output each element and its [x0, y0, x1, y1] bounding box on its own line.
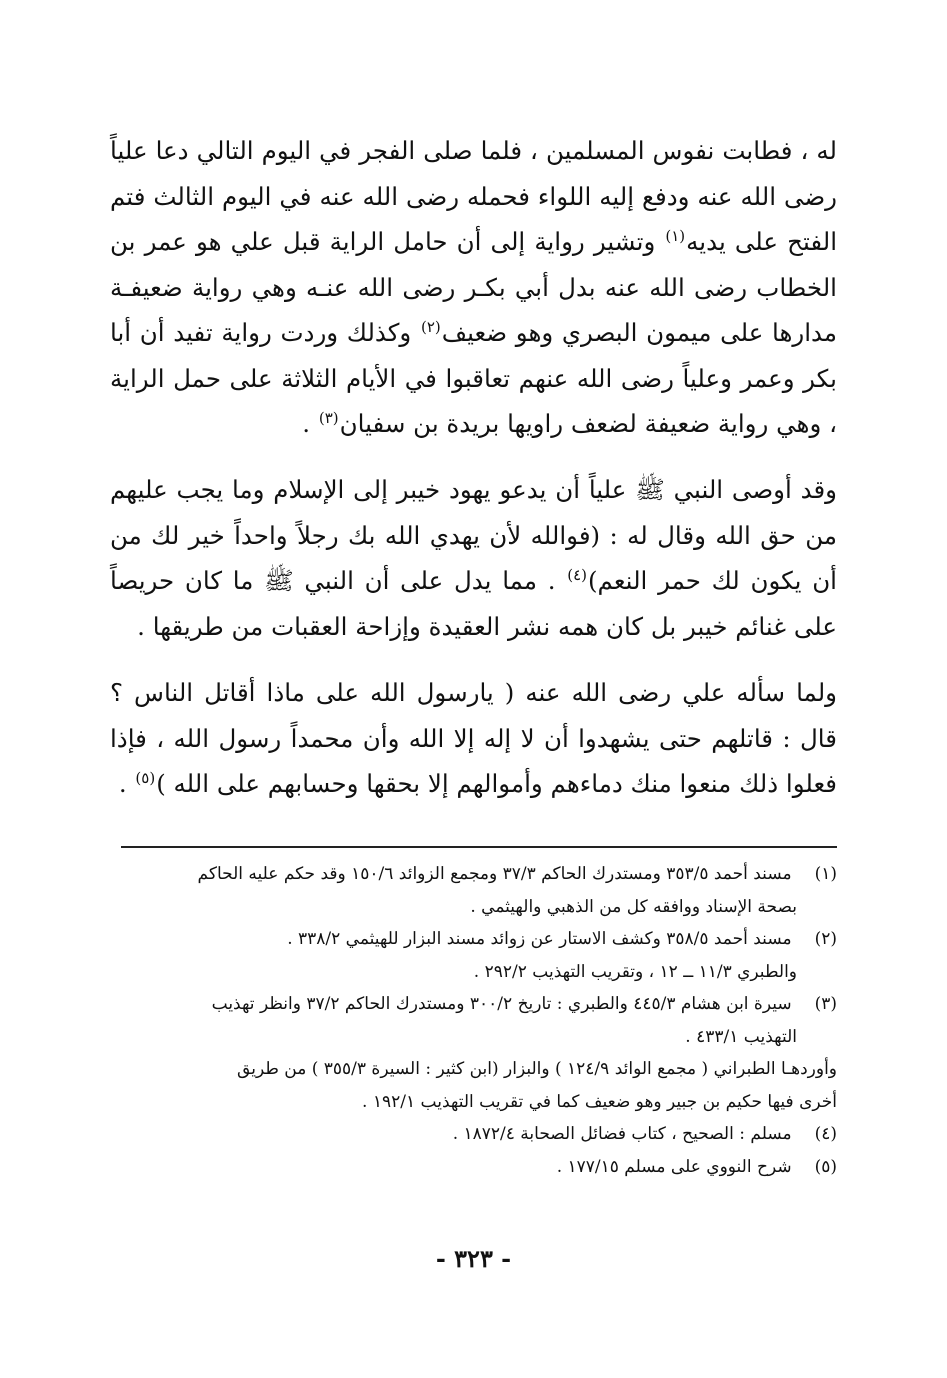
footnote-text: سيرة ابن هشام ٤٤٥/٣ والطبري : تاريخ ٣٠٠/٢ ومستدرك الحاكم ٣٧/٢ وانظر تهذيب: [211, 994, 792, 1014]
text-run: .: [118, 769, 135, 798]
footnote-line: [110, 858, 837, 891]
footnote-text: مسند أحمد ٣٥٣/٥ ومستدرك الحاكم ٣٧/٣ ومجمع الزوائد ١٥٠/٦ وقد حكم عليه الحاكم: [197, 864, 792, 884]
footnotes-section: [110, 858, 837, 1183]
footnote-number: (٣): [814, 994, 837, 1014]
footnote-line: [110, 1053, 837, 1086]
body-paragraph-1: [110, 128, 837, 447]
footnote-text: مسلم : الصحيح ، كتاب فضائل الصحابة ١٨٧٢/٤ .: [452, 1124, 792, 1144]
text-run: . مما يدل على أن النبي ﷺ ما كان حريصاً على غنائم خيبر بل كان همه نشر العقيدة وإزاحة العقبات من طريقها .: [110, 566, 837, 641]
paragraph-text: [110, 670, 837, 807]
footnote-line: [110, 988, 837, 1021]
footnote-number: (٢): [814, 929, 837, 949]
body-paragraph-2: [110, 467, 837, 649]
footnote-text: مسند أحمد ٣٥٨/٥ وكشف الاستار عن زوائد مسند البزار للهيثمي ٣٣٨/٢ .: [287, 929, 792, 949]
footnote-ref-4[interactable]: (٤): [567, 565, 587, 584]
footnote-ref-3[interactable]: (٣): [318, 408, 339, 427]
text-run: وكذلك وردت رواية تفيد أن أبا بكر وعمر وعلياً رضى الله عنهم تعاقبوا في الأيام الثلاثة على حمل الراية ، وهي رواية ضعيفة لضعف راويها بريدة بن سفيان: [110, 318, 837, 438]
footnote-text: والطبري ١١/٣ ــ ١٢ ، وتقريب التهذيب ٢٩٢/٢ .: [473, 961, 797, 982]
text-run: ولما سأله علي رضى الله عنه ( يارسول الله على ماذا أقاتل الناس ؟ قال : قاتلهم حتى يشهدوا أن لا إله إلا الله وأن محمداً رسول الله ، فإذا فعلوا ذلك منعوا منك دماءهم وأموالهم إلا بحقها وحسابهم على الله ): [110, 678, 837, 798]
text-run: وقد أوصى النبي ﷺ علياً أن يدعو يهود خيبر إلى الإسلام وما يجب عليهم من حق الله وقال له : (فوالله لأن يهدي الله بك رجلاً واحداً خير لك من أن يكون لك حمر النعم): [110, 475, 837, 595]
footnote-ref-1[interactable]: (١): [665, 226, 686, 245]
paragraph-text: [110, 128, 837, 447]
footnote-number: (١): [814, 864, 837, 884]
paragraph-text: [110, 467, 837, 649]
footnote-line: [110, 923, 837, 956]
footnote-text: وأوردهـا الطبراني ( مجمع الوائد ١٢٤/٩ ) والبزار (ابن كثير : السيرة ٣٥٥/٣ ) من طريق: [237, 1059, 837, 1079]
footnote-text: شرح النووي على مسلم ١٧٧/١٥ .: [556, 1156, 792, 1177]
footnote-line: [110, 956, 837, 989]
text-run: وتشير رواية إلى أن حامل الراية قبل علي هو عمر بن الخطاب رضى الله عنه بدل أبي بكـر رضى الله عنـه وهي رواية ضعيفـة مدارها على ميمون البصري وهو ضعيف: [110, 227, 837, 347]
page-number: - ٣٢٣ -: [435, 1244, 512, 1273]
footnote-number: (٤): [814, 1124, 837, 1144]
footnote-text: بصحة الإسناد ووافقه كل من الذهبي والهيثمي .: [470, 896, 797, 917]
footnote-text: أخرى فيها حكيم بن جبير وهو ضعيف كما في تقريب التهذيب ١٩٢/١ .: [362, 1091, 837, 1112]
body-paragraph-3: [110, 670, 837, 807]
footnote-text: التهذيب ٤٣٣/١ .: [685, 1026, 797, 1047]
footnote-line: [110, 1086, 837, 1119]
footnote-line: [110, 891, 837, 924]
footnote-line: [110, 1151, 837, 1184]
text-run: له ، فطابت نفوس المسلمين ، فلما صلى الفجر في اليوم التالي دعا علياً رضى الله عنه ودفع إليه اللواء فحمله رضى الله عنه في اليوم الثالث فتم الفتح على يديه: [110, 136, 838, 256]
footnote-number: (٥): [814, 1156, 837, 1177]
footnote-line: [110, 1118, 837, 1151]
footnote-line: [110, 1021, 837, 1054]
footnote-divider: [121, 846, 837, 848]
footnote-ref-2[interactable]: (٢): [420, 317, 441, 336]
text-run: .: [302, 409, 318, 438]
footnote-ref-5[interactable]: (٥): [135, 768, 156, 787]
